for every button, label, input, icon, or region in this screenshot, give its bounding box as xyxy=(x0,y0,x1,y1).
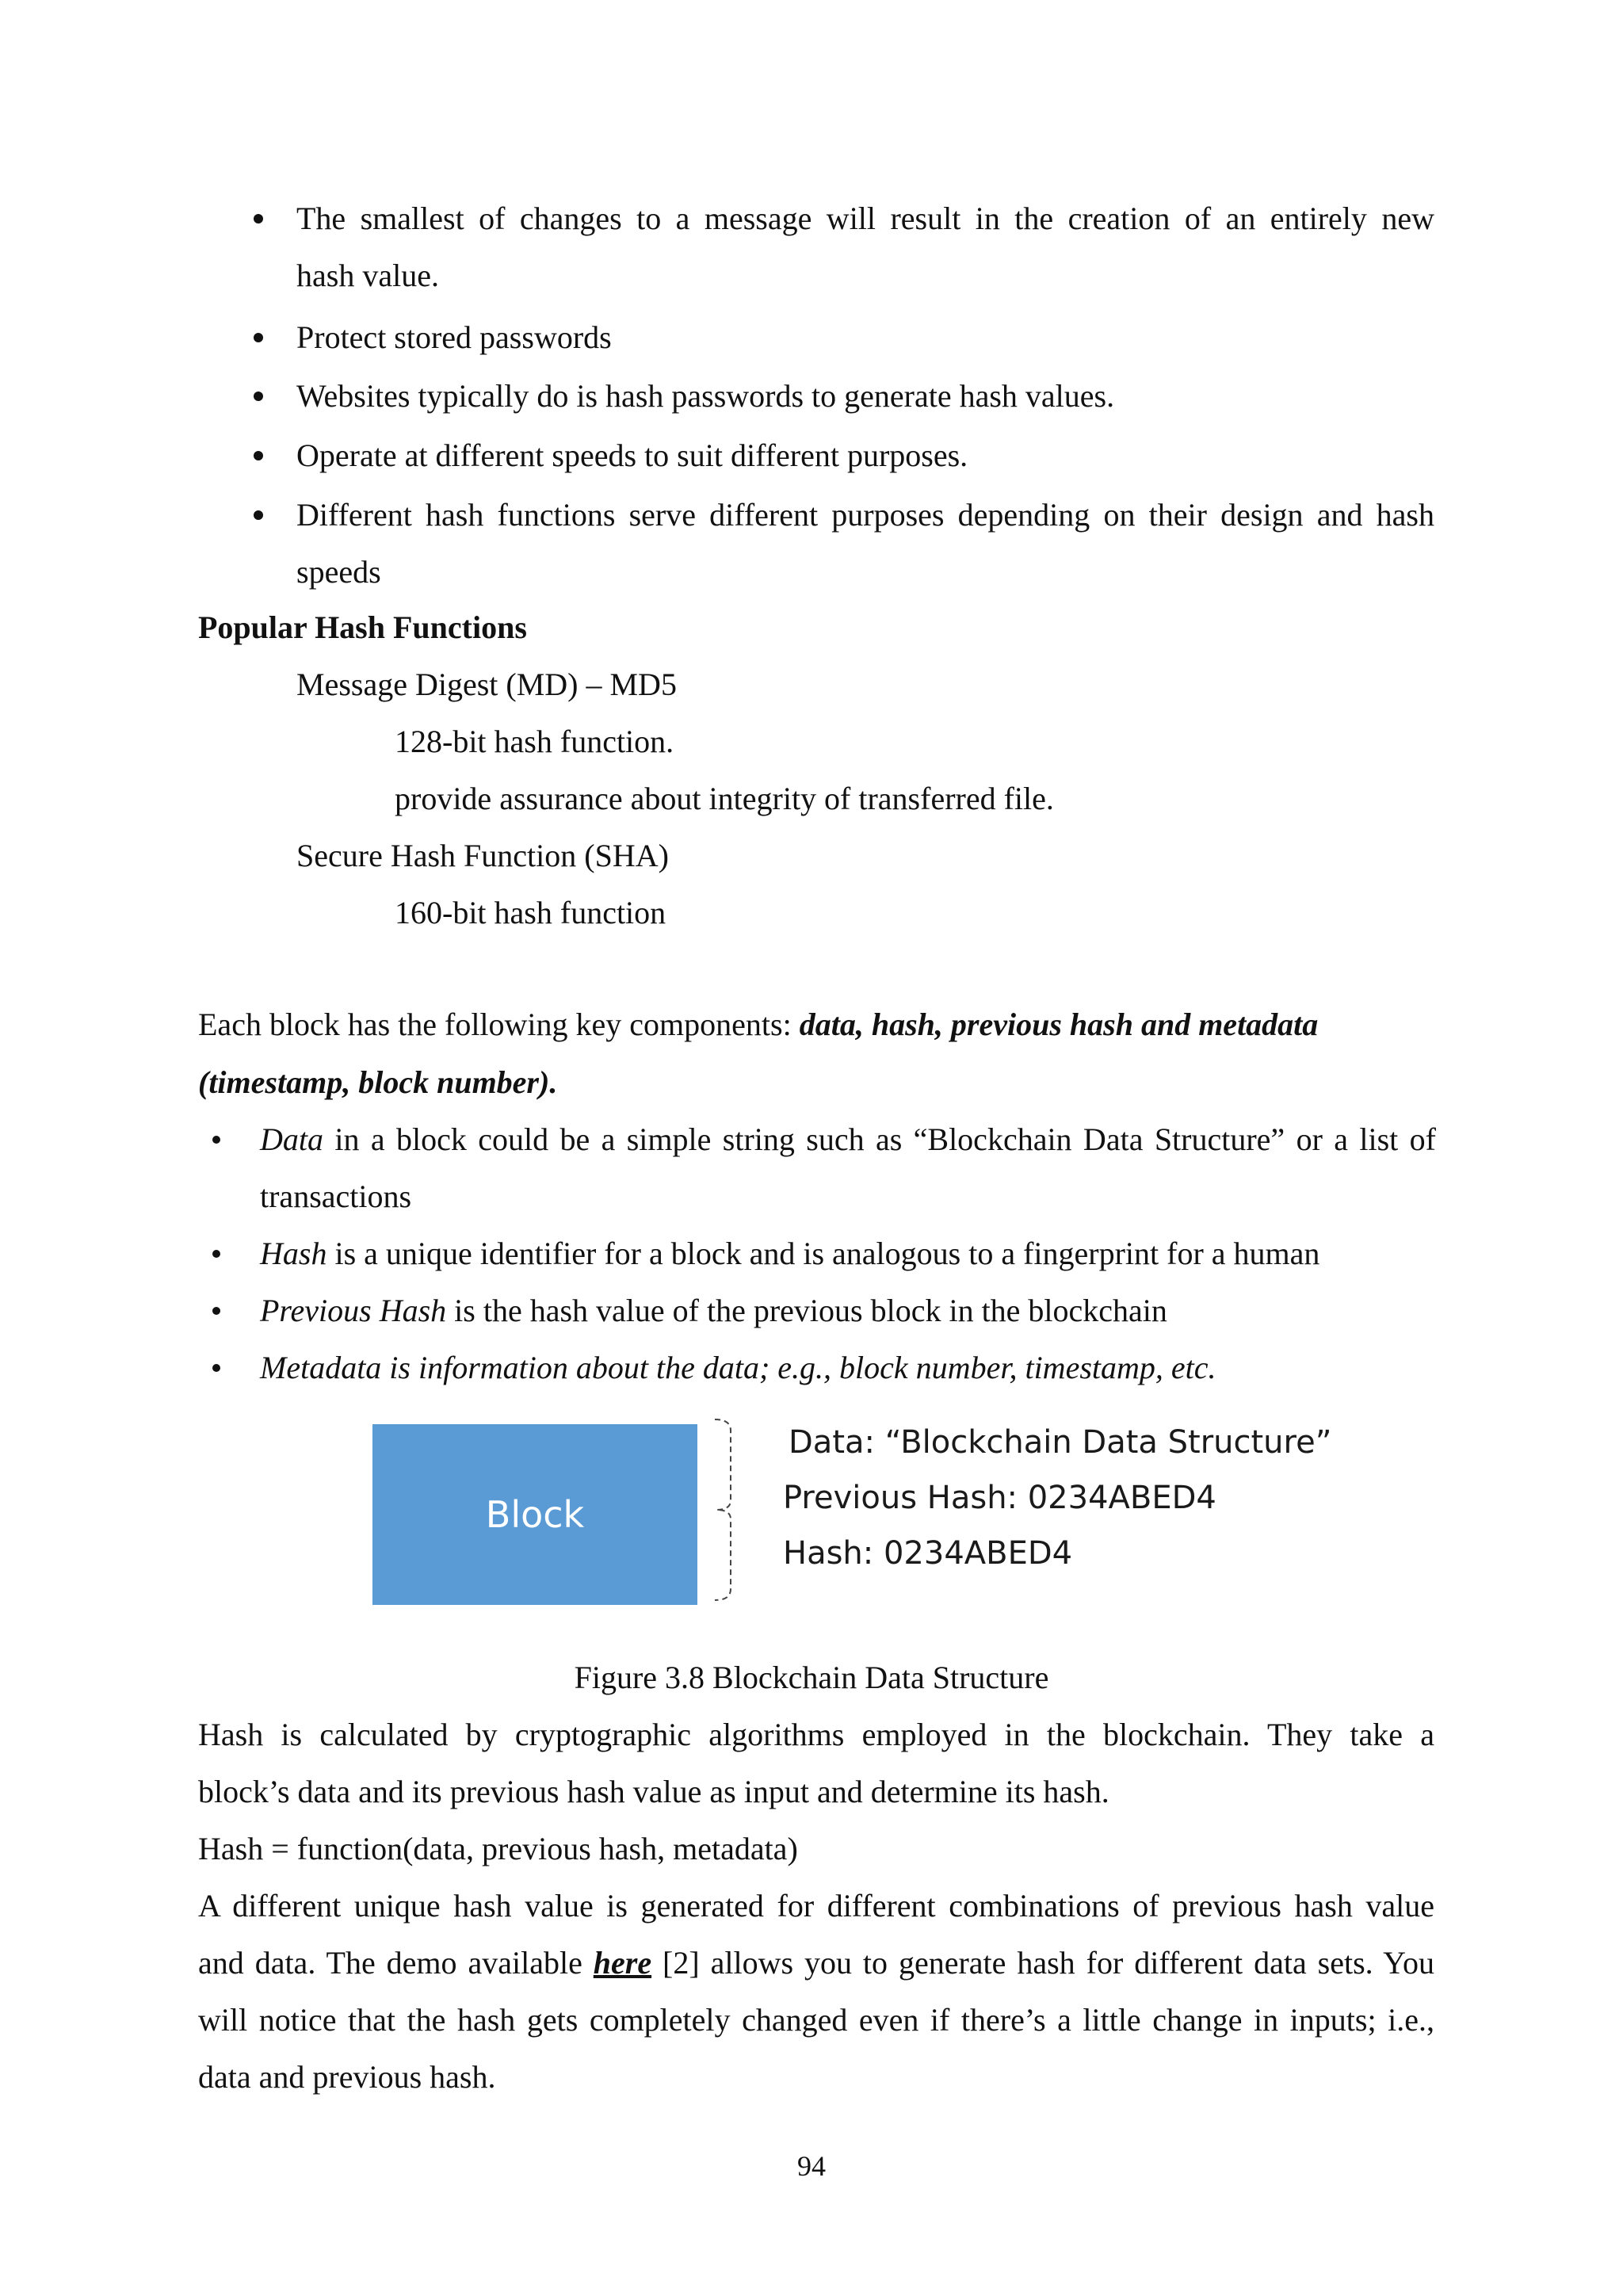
body-text: will notice that the hash gets completely changed even if there’s a little change in inputs; i.e., xyxy=(198,2002,1434,2038)
section-heading: Popular Hash Functions xyxy=(198,609,527,645)
page-number: 94 xyxy=(797,2150,826,2182)
component-bullet xyxy=(260,1111,1436,1168)
hash-family-title: Secure Hash Function (SHA) xyxy=(296,838,669,873)
formula-text: Hash = function(data, previous hash, metadata) xyxy=(198,1831,798,1866)
bullet-dot xyxy=(254,510,263,520)
body-text xyxy=(198,1935,1434,1992)
component-term: Data xyxy=(260,1121,323,1157)
intro-emphasis-continued: (timestamp, block number). xyxy=(198,1064,558,1100)
bullet-text-continued: speeds xyxy=(296,554,381,590)
body-text: block’s data and its previous hash value as input and determine its hash. xyxy=(198,1774,1109,1809)
bullet-dot xyxy=(254,214,263,223)
components-intro xyxy=(198,996,1318,1053)
component-description: in a block could be a simple string such as “Blockchain Data Structure” or a list of xyxy=(323,1121,1436,1157)
bullet-text: The smallest of changes to a message will result in the creation of an entirely new xyxy=(296,201,1434,236)
blockchain-figure xyxy=(372,1415,1379,1605)
intro-text: Each block has the following key components: xyxy=(198,1007,800,1042)
body-text-part: and data. The demo available xyxy=(198,1945,594,1981)
component-description: is the hash value of the previous block in the blockchain xyxy=(446,1293,1167,1328)
body-text: Hash is calculated by cryptographic algorithms employed in the blockchain. They take a xyxy=(198,1717,1434,1752)
bullet-dot xyxy=(254,392,263,401)
block-box xyxy=(372,1424,697,1605)
hash-detail: 128-bit hash function. xyxy=(395,724,674,759)
figure-hash-line: Hash: 0234ABED4 xyxy=(783,1535,1073,1572)
component-term: Previous Hash xyxy=(260,1293,447,1328)
body-text: data and previous hash. xyxy=(198,2059,496,2095)
body-text-part: [2] allows you to generate hash for different data sets. You xyxy=(651,1945,1435,1981)
component-bullet: Metadata is information about the data; e.g., block number, timestamp, etc. xyxy=(260,1350,1216,1385)
block-label: Block xyxy=(485,1493,585,1536)
component-bullet xyxy=(260,1282,1167,1339)
bullet-dot xyxy=(212,1364,220,1372)
component-description: is a unique identifier for a block and is analogous to a fingerprint for a human xyxy=(327,1236,1320,1271)
bullet-dot xyxy=(254,333,263,342)
hash-detail: provide assurance about integrity of transferred file. xyxy=(395,781,1054,816)
bullet-text: Different hash functions serve different purposes depending on their design and hash xyxy=(296,497,1434,533)
bullet-text: Operate at different speeds to suit different purposes. xyxy=(296,437,968,473)
brace-icon xyxy=(705,1415,753,1605)
hash-family-title: Message Digest (MD) – MD5 xyxy=(296,667,677,702)
demo-link[interactable]: here xyxy=(593,1945,652,1981)
bullet-dot xyxy=(254,451,263,460)
component-bullet-continued: transactions xyxy=(260,1179,412,1214)
figure-data-line: Data: “Blockchain Data Structure” xyxy=(789,1424,1332,1461)
body-text: A different unique hash value is generated for different combinations of previous hash value xyxy=(198,1888,1434,1924)
hash-detail: 160-bit hash function xyxy=(395,895,666,930)
bullet-dot xyxy=(212,1307,220,1315)
intro-emphasis: data, hash, previous hash and metadata xyxy=(799,1007,1319,1042)
bullet-text: Websites typically do is hash passwords to generate hash values. xyxy=(296,378,1115,414)
bullet-dot xyxy=(212,1136,220,1144)
component-term: Hash xyxy=(260,1236,327,1271)
component-bullet xyxy=(260,1225,1319,1282)
bullet-text: Protect stored passwords xyxy=(296,319,612,355)
figure-caption: Figure 3.8 Blockchain Data Structure xyxy=(574,1660,1049,1695)
bullet-dot xyxy=(212,1250,220,1258)
figure-previous-hash-line: Previous Hash: 0234ABED4 xyxy=(783,1480,1216,1516)
bullet-text-continued: hash value. xyxy=(296,258,439,293)
